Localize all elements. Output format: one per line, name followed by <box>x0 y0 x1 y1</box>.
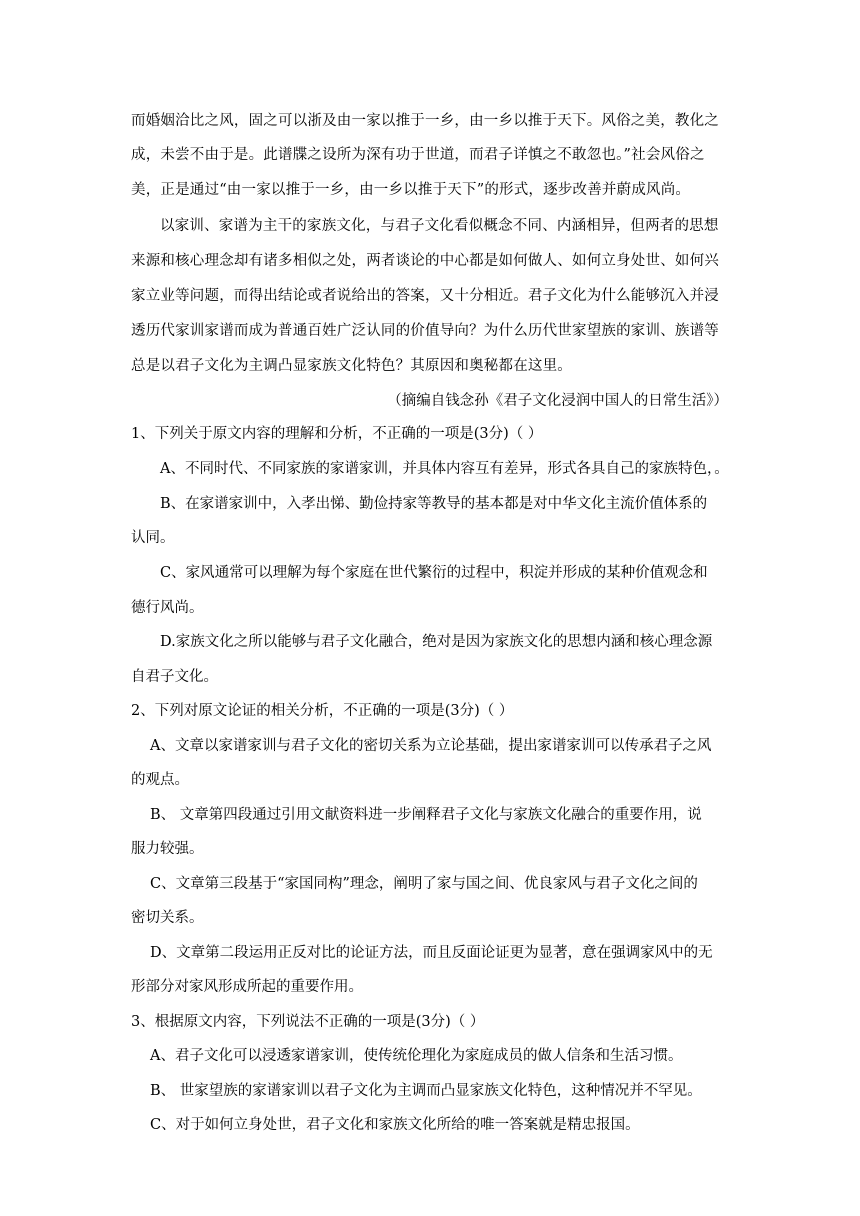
option-c-cont: 密切关系。 <box>131 910 204 926</box>
option-a-cont: 的观点。 <box>131 772 189 788</box>
question-stem: 3、根据原文内容，下列说法不正确的一项是(3分)（ ） <box>131 1014 485 1030</box>
option-a: A、君子文化可以浸透家谱家训，使传统伦理化为家庭成员的做人信条和生活习惯。 <box>150 1048 683 1064</box>
passage-line: 透历代家训家谱而成为普通百姓广泛认同的价值导向？为什么历代世家望族的家训、族谱等 <box>131 323 719 339</box>
passage-line: 而婚姻洽比之风，固之可以浙及由一家以推于一乡，由一乡以推于天下。风俗之美，教化之 <box>131 113 719 129</box>
option-b: B、在家谱家训中，入孝出悌、勤俭持家等教导的基本都是对中华文化主流价值体系的 <box>160 496 708 512</box>
question-stem: 2、下列对原文论证的相关分析，不正确的一项是(3分)（ ） <box>131 703 514 719</box>
option-a: A、文章以家谱家训与君子文化的密切关系为立论基础，提出家谱家训可以传承君子之风 <box>150 738 712 754</box>
option-c: C、文章第三段基于“家国同构”理念，阐明了家与国之间、优良家风与君子文化之间的 <box>150 876 698 892</box>
option-b-cont: 认同。 <box>131 530 175 546</box>
passage-line: 美，正是通过“由一家以推于一乡，由一乡以推于天下”的形式，逐步改善并蔚成风尚。 <box>131 182 691 198</box>
option-d-cont: 自君子文化。 <box>131 669 218 685</box>
passage-line: 家立业等问题，而得出结论或者说给出的答案，又十分相近。君子文化为什么能够沉入并浸 <box>131 288 719 304</box>
option-d-cont: 形部分对家风形成所起的重要作用。 <box>131 979 363 995</box>
option-c: C、对于如何立身处世，君子文化和家族文化所给的唯一答案就是精忠报国。 <box>150 1117 640 1133</box>
option-d: D、文章第二段运用正反对比的论证方法，而且反面论证更为显著，意在强调家风中的无 <box>150 945 713 961</box>
question-stem: 1、下列关于原文内容的理解和分析，不正确的一项是(3分)（ ） <box>131 426 543 442</box>
passage-line: 成，未尝不由于是。此谱牒之设所为深有功于世道，而君子详慎之不敢忽也。”社会风俗之 <box>131 147 705 163</box>
source-citation: （摘编自钱念孙《君子文化浸润中国人的日常生活》） <box>387 393 728 409</box>
option-b: B、 文章第四段通过引用文献资料进一步阐释君子文化与家族文化融合的重要作用，说 <box>150 807 702 823</box>
option-a: A、不同时代、不同家族的家谱家训，并具体内容互有差异，形式各具自己的家族特色，。 <box>160 461 729 477</box>
option-c-cont: 德行风尚。 <box>131 600 204 616</box>
option-c: C、家风通常可以理解为每个家庭在世代繁衍的过程中，积淀并形成的某种价值观念和 <box>160 565 708 581</box>
option-b: B、 世家望族的家谱家训以君子文化为主调而凸显家族文化特色，这种情况并不罕见。 <box>150 1083 702 1099</box>
passage-line: 总是以君子文化为主调凸显家族文化特色？其原因和奥秘都在这里。 <box>131 358 572 374</box>
option-b-cont: 服力较强。 <box>131 841 204 857</box>
passage-line: 来源和核心理念却有诸多相似之处，两者谈论的中心都是如何做人、如何立身处世、如何兴 <box>131 253 719 269</box>
option-d: D.家族文化之所以能够与君子文化融合，绝对是因为家族文化的思想内涵和核心理念源 <box>160 634 713 650</box>
passage-line: 以家训、家谱为主干的家族文化，与君子文化看似概念不同、内涵相异，但两者的思想 <box>160 218 719 234</box>
